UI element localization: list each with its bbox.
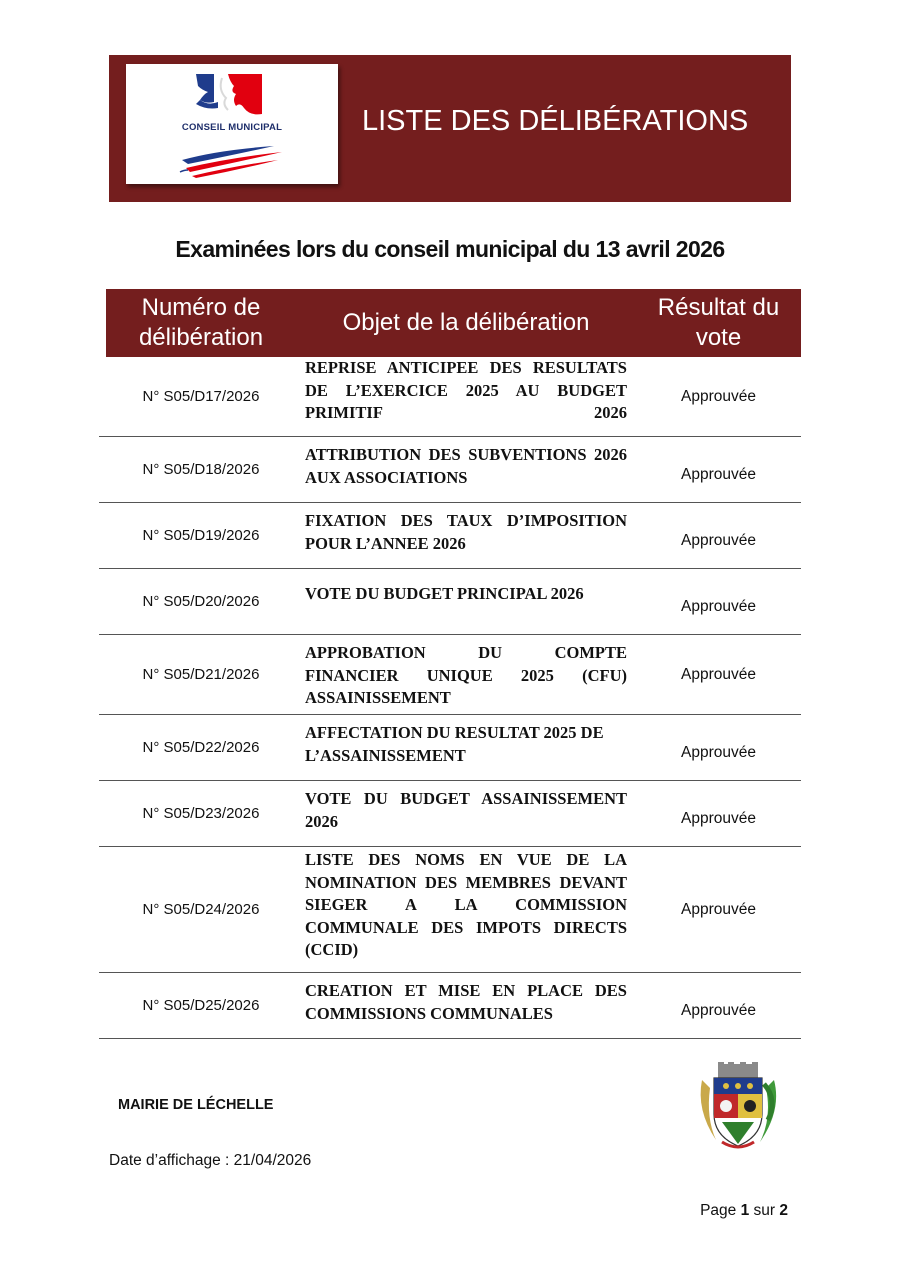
vote-result: Approuvée bbox=[681, 465, 756, 483]
table-row bbox=[106, 569, 801, 635]
deliberation-object: VOTE DU BUDGET PRINCIPAL 2026 bbox=[305, 584, 584, 603]
vote-result: Approuvée bbox=[681, 900, 756, 918]
vote-result: Approuvée bbox=[681, 1001, 756, 1019]
vote-result: Approuvée bbox=[681, 387, 756, 405]
deliberations-table bbox=[106, 289, 801, 1039]
table-row bbox=[106, 973, 801, 1039]
display-date: Date d’affichage : 21/04/2026 bbox=[109, 1152, 312, 1169]
deliberation-object: ATTRIBUTION DES SUBVENTIONS 2026 AUX ASSOCIATIONS bbox=[305, 445, 627, 487]
deliberation-object: CREATION ET MISE EN PLACE DES COMMISSIONS COMMUNALES bbox=[305, 981, 627, 1023]
deliberation-number: N° S05/D22/2026 bbox=[142, 739, 260, 756]
conseil-municipal-logo bbox=[126, 64, 338, 184]
deliberation-object: AFFECTATION DU RESULTAT 2025 DE L’ASSAINISSEMENT bbox=[305, 723, 604, 765]
deliberation-number: N° S05/D24/2026 bbox=[142, 901, 260, 918]
deliberation-number: N° S05/D18/2026 bbox=[142, 461, 260, 478]
page-total: 2 bbox=[779, 1202, 788, 1219]
column-header-object: Objet de la délibération bbox=[342, 309, 590, 336]
page-current: 1 bbox=[740, 1202, 750, 1219]
deliberation-object: FIXATION DES TAUX D’IMPOSITION POUR L’ANNEE 2026 bbox=[305, 511, 627, 553]
deliberation-number: N° S05/D25/2026 bbox=[142, 997, 260, 1014]
deliberation-object: VOTE DU BUDGET ASSAINISSEMENT 2026 bbox=[305, 789, 627, 831]
vote-result: Approuvée bbox=[681, 597, 756, 615]
page-subtitle: Examinées lors du conseil municipal du 13 avril 2026 bbox=[175, 236, 725, 262]
table-row bbox=[106, 437, 801, 503]
deliberation-object: APPROBATION DU COMPTE FINANCIER UNIQUE 2025 (CFU) ASSAINISSEMENT bbox=[305, 643, 627, 707]
column-header-result: Résultat du vote bbox=[657, 294, 780, 351]
deliberation-object: LISTE DES NOMS EN VUE DE LA NOMINATION DES MEMBRES DEVANT SIEGER A LA COMMISSION COMMUNALE DES IMPOTS DIRECTS (CCID) bbox=[305, 850, 627, 959]
deliberation-number: N° S05/D17/2026 bbox=[142, 388, 260, 405]
page-separator: sur bbox=[753, 1202, 776, 1219]
table-row bbox=[106, 715, 801, 781]
column-header-number: Numéro de délibération bbox=[138, 294, 264, 351]
deliberation-number: N° S05/D19/2026 bbox=[142, 527, 260, 544]
logo-text: CONSEIL MUNICIPAL bbox=[181, 122, 283, 133]
page-prefix: Page bbox=[700, 1202, 737, 1219]
table-row bbox=[106, 503, 801, 569]
tricolor-swoosh-icon bbox=[178, 140, 298, 180]
vote-result: Approuvée bbox=[681, 809, 756, 827]
deliberation-object: REPRISE ANTICIPEE DES RESULTATS DE L’EXERCICE 2025 AU BUDGET PRIMITIF 2026 bbox=[305, 358, 627, 422]
town-coat-of-arms-icon bbox=[692, 1060, 784, 1152]
banner-title: LISTE DES DÉLIBÉRATIONS bbox=[362, 105, 749, 137]
vote-result: Approuvée bbox=[681, 743, 756, 761]
table-row bbox=[106, 847, 801, 973]
header-banner bbox=[109, 55, 791, 202]
table-row bbox=[106, 781, 801, 847]
table-row bbox=[106, 635, 801, 715]
page-number bbox=[700, 1202, 788, 1220]
mairie-name: MAIRIE DE LÉCHELLE bbox=[118, 1097, 274, 1113]
marianne-logo-icon bbox=[178, 72, 286, 120]
deliberation-number: N° S05/D23/2026 bbox=[142, 805, 260, 822]
table-row bbox=[106, 357, 801, 437]
vote-result: Approuvée bbox=[681, 665, 756, 683]
table-header bbox=[106, 289, 801, 357]
deliberation-number: N° S05/D20/2026 bbox=[142, 593, 260, 610]
vote-result: Approuvée bbox=[681, 531, 756, 549]
deliberation-number: N° S05/D21/2026 bbox=[142, 666, 260, 683]
